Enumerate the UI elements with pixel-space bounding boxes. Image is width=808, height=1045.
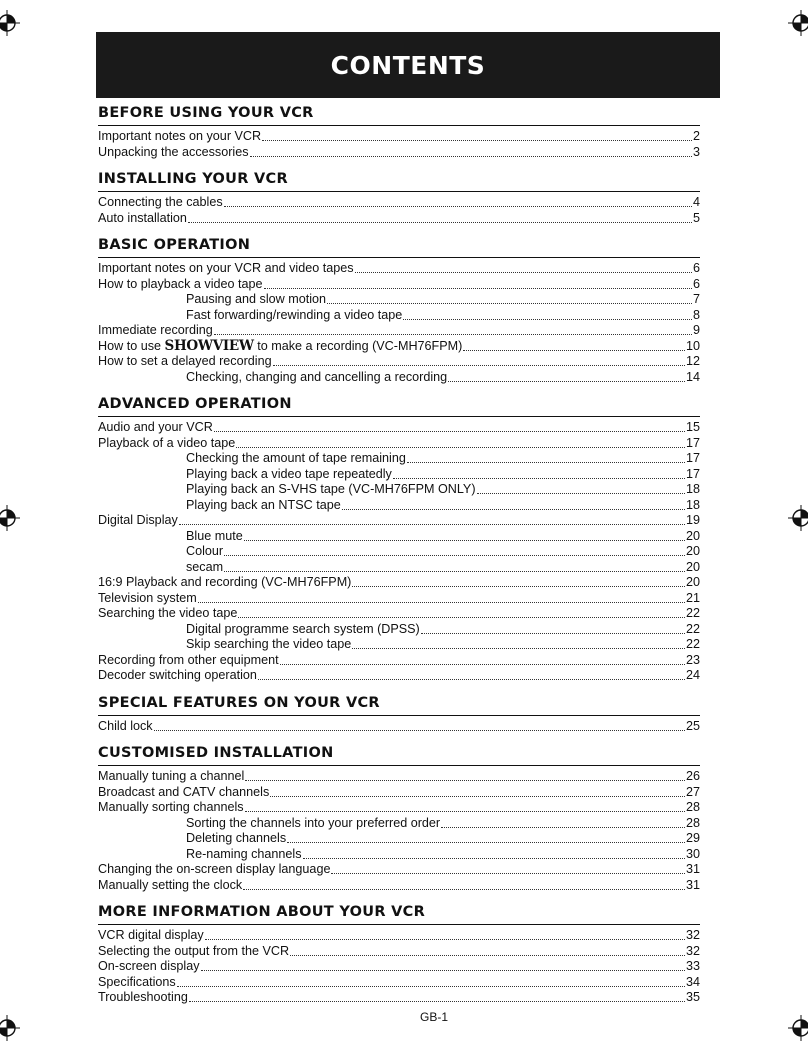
toc-entry — [98, 513, 700, 529]
entry-text: Important notes on your VCR and video tapes — [98, 261, 354, 275]
entry-page-number: 29 — [685, 831, 700, 845]
dot-leader — [243, 878, 685, 890]
entry-title — [186, 467, 392, 483]
registration-mark-icon — [0, 10, 20, 36]
toc-subentry — [98, 529, 700, 545]
entry-title — [98, 513, 178, 529]
entry-page-number: 3 — [692, 144, 700, 159]
entry-page-number: 9 — [692, 323, 700, 337]
toc-entry — [98, 800, 700, 816]
entry-title — [98, 591, 197, 607]
toc-entry — [98, 261, 700, 277]
entry-page-number: 32 — [685, 928, 700, 942]
dot-leader — [342, 498, 685, 510]
registration-mark-icon — [788, 505, 808, 531]
entry-page-number: 22 — [685, 606, 700, 620]
entry-text: Television system — [98, 590, 197, 605]
entry-text: Playing back a video tape repeatedly — [186, 466, 392, 481]
entry-title — [98, 195, 223, 211]
entry-page-number: 22 — [685, 637, 700, 651]
entry-title — [98, 990, 188, 1006]
toc-entry — [98, 211, 700, 227]
dot-leader — [245, 800, 685, 812]
dot-leader — [189, 990, 685, 1002]
table-of-contents — [98, 100, 700, 1012]
toc-entry — [98, 668, 700, 684]
section-heading: INSTALLING YOUR VCR — [98, 166, 700, 192]
entry-title — [98, 606, 237, 622]
toc-subentry — [98, 482, 700, 498]
entry-text: Unpacking the accessories — [98, 144, 249, 159]
entry-title — [98, 261, 354, 277]
entry-title — [98, 800, 244, 816]
entry-page-number: 23 — [685, 652, 700, 667]
entry-title — [98, 277, 263, 293]
toc-section — [98, 232, 700, 385]
entry-title — [98, 769, 244, 785]
dot-leader — [224, 195, 692, 207]
entry-page-number: 20 — [685, 559, 700, 574]
entry-page-number: 6 — [692, 276, 700, 291]
entry-text: On-screen display — [98, 959, 200, 973]
entry-page-number: 27 — [685, 784, 700, 799]
dot-leader — [287, 831, 685, 843]
entry-title — [186, 816, 440, 832]
entry-text: Re-naming channels — [186, 846, 302, 861]
entry-title — [98, 785, 269, 801]
entry-text: Auto installation — [98, 210, 187, 225]
entry-page-number: 31 — [685, 862, 700, 876]
page-number: GB-1 — [419, 1010, 448, 1024]
entry-title — [98, 653, 279, 669]
toc-entry — [98, 928, 700, 944]
page-footer — [0, 1010, 808, 1024]
toc-subentry — [98, 560, 700, 576]
dot-leader — [407, 451, 685, 463]
toc-entry — [98, 878, 700, 894]
toc-subentry — [98, 308, 700, 324]
entry-title — [98, 211, 187, 227]
registration-mark-icon — [0, 505, 20, 531]
dot-leader — [463, 339, 685, 351]
entry-title — [186, 529, 243, 545]
dot-leader — [250, 145, 692, 157]
dot-leader — [205, 928, 685, 940]
entry-page-number: 17 — [685, 466, 700, 481]
entry-text: Checking the amount of tape remaining — [186, 451, 406, 465]
toc-section — [98, 391, 700, 684]
section-heading: CUSTOMISED INSTALLATION — [98, 740, 700, 766]
entry-text-after: to make a recording (VC-MH76FPM) — [257, 338, 463, 353]
entry-text: Broadcast and CATV channels — [98, 784, 270, 799]
entry-title — [186, 544, 223, 560]
entry-page-number: 28 — [685, 800, 700, 814]
entry-page-number: 10 — [685, 338, 700, 353]
entry-text: How to use — [98, 338, 161, 353]
dot-leader — [448, 370, 685, 382]
toc-subentry — [98, 451, 700, 467]
toc-entry — [98, 959, 700, 975]
entry-page-number: 15 — [685, 420, 700, 434]
toc-entry — [98, 785, 700, 801]
dot-leader — [224, 544, 685, 556]
toc-subentry — [98, 544, 700, 560]
entry-page-number: 33 — [685, 959, 700, 973]
dot-leader — [188, 211, 692, 223]
entry-page-number: 12 — [685, 354, 700, 368]
entry-title — [98, 878, 242, 894]
toc-entry — [98, 323, 700, 339]
dot-leader — [236, 436, 685, 448]
toc-entry — [98, 769, 700, 785]
entry-page-number: 17 — [685, 435, 700, 450]
entry-text: Connecting the cables — [98, 195, 223, 209]
toc-entry — [98, 719, 700, 735]
section-heading: BASIC OPERATION — [98, 232, 700, 258]
entry-title — [98, 436, 235, 452]
entry-page-number: 7 — [692, 292, 700, 306]
dot-leader — [244, 529, 685, 541]
entry-text: Playing back an NTSC tape — [186, 497, 341, 512]
registration-mark-icon — [788, 10, 808, 36]
entry-title — [98, 928, 204, 944]
dot-leader — [280, 653, 685, 665]
entry-title — [98, 862, 330, 878]
section-heading: ADVANCED OPERATION — [98, 391, 700, 417]
entry-text: How to playback a video tape — [98, 276, 263, 291]
entry-title — [186, 370, 447, 386]
toc-section — [98, 899, 700, 1006]
entry-title — [98, 959, 200, 975]
entry-text: Sorting the channels into your preferred order — [186, 815, 441, 830]
toc-section — [98, 690, 700, 735]
dot-leader — [327, 292, 692, 304]
toc-entry — [98, 129, 700, 145]
entry-text: Recording from other equipment — [98, 652, 279, 667]
entry-title — [98, 339, 462, 355]
dot-leader — [264, 277, 692, 289]
entry-text: Digital programme search system (DPSS) — [186, 621, 420, 636]
entry-text: 16:9 Playback and recording (VC-MH76FPM) — [98, 575, 352, 589]
entry-text: Playback of a video tape — [98, 435, 236, 450]
dot-leader — [201, 959, 685, 971]
dot-leader — [258, 668, 685, 680]
dot-leader — [179, 513, 685, 525]
dot-leader — [477, 482, 685, 494]
toc-subentry — [98, 637, 700, 653]
contents-title-banner — [96, 32, 720, 98]
dot-leader — [238, 606, 685, 618]
toc-entry — [98, 436, 700, 452]
dot-leader — [403, 308, 692, 320]
entry-page-number: 20 — [685, 544, 700, 558]
showview-logo: SHOWVIEW — [164, 337, 254, 354]
entry-page-number: 14 — [685, 369, 700, 384]
toc-section — [98, 740, 700, 893]
entry-text: Audio and your VCR — [98, 420, 213, 434]
toc-entry — [98, 195, 700, 211]
entry-text: Pausing and slow motion — [186, 292, 327, 306]
toc-subentry — [98, 847, 700, 863]
entry-title — [186, 498, 341, 514]
entry-text: Troubleshooting — [98, 990, 188, 1004]
entry-title — [98, 575, 351, 591]
entry-text: VCR digital display — [98, 928, 204, 942]
entry-page-number: 30 — [685, 846, 700, 861]
toc-subentry — [98, 292, 700, 308]
toc-entry — [98, 575, 700, 591]
dot-leader — [198, 591, 685, 603]
dot-leader — [421, 622, 685, 634]
entry-page-number: 4 — [692, 195, 700, 209]
entry-text: Searching the video tape — [98, 606, 238, 620]
dot-leader — [224, 560, 685, 572]
toc-entry — [98, 975, 700, 991]
entry-text: How to set a delayed recording — [98, 354, 272, 368]
entry-page-number: 35 — [685, 990, 700, 1004]
entry-title — [186, 847, 302, 863]
toc-subentry — [98, 498, 700, 514]
toc-entry — [98, 145, 700, 161]
toc-subentry — [98, 467, 700, 483]
toc-entry — [98, 591, 700, 607]
entry-text: Colour — [186, 544, 224, 558]
dot-leader — [177, 975, 685, 987]
dot-leader — [355, 261, 692, 273]
entry-title — [186, 622, 420, 638]
entry-text: Checking, changing and cancelling a recording — [186, 369, 448, 384]
entry-title — [186, 560, 223, 576]
entry-text: Digital Display — [98, 513, 178, 527]
toc-subentry — [98, 816, 700, 832]
entry-text: Child lock — [98, 718, 153, 733]
entry-text: Manually setting the clock — [98, 877, 243, 892]
entry-page-number: 18 — [685, 497, 700, 512]
entry-title — [186, 482, 476, 498]
entry-text: Immediate recording — [98, 323, 213, 337]
toc-entry — [98, 339, 700, 355]
entry-text: Playing back an S-VHS tape (VC-MH76FPM ONLY) — [186, 482, 476, 496]
toc-entry — [98, 420, 700, 436]
entry-page-number: 28 — [685, 815, 700, 830]
entry-text: Blue mute — [186, 528, 243, 543]
section-heading: BEFORE USING YOUR VCR — [98, 100, 700, 126]
toc-entry — [98, 354, 700, 370]
entry-title — [98, 145, 249, 161]
dot-leader — [393, 467, 685, 479]
toc-entry — [98, 606, 700, 622]
dot-leader — [214, 420, 685, 432]
entry-page-number: 17 — [685, 451, 700, 465]
entry-page-number: 34 — [685, 974, 700, 989]
entry-text: Manually tuning a channel — [98, 769, 245, 783]
entry-text: Changing the on-screen display language — [98, 862, 331, 876]
entry-text: Skip searching the video tape — [186, 637, 352, 651]
entry-page-number: 18 — [685, 482, 700, 496]
dot-leader — [331, 862, 685, 874]
toc-entry — [98, 277, 700, 293]
dot-leader — [245, 769, 685, 781]
entry-page-number: 2 — [692, 129, 700, 143]
dot-leader — [352, 637, 685, 649]
toc-subentry — [98, 622, 700, 638]
dot-leader — [154, 719, 685, 731]
entry-page-number: 6 — [692, 261, 700, 275]
entry-title — [98, 719, 153, 735]
dot-leader — [262, 129, 692, 141]
dot-leader — [303, 847, 685, 859]
dot-leader — [441, 816, 685, 828]
toc-entry — [98, 990, 700, 1006]
entry-text: Manually sorting channels — [98, 800, 244, 814]
entry-text: Important notes on your VCR — [98, 129, 262, 143]
entry-title — [98, 420, 213, 436]
entry-text: Fast forwarding/rewinding a video tape — [186, 307, 403, 322]
entry-title — [186, 831, 286, 847]
entry-text: Decoder switching operation — [98, 668, 257, 682]
entry-page-number: 21 — [685, 590, 700, 605]
dot-leader — [273, 354, 685, 366]
toc-entry — [98, 944, 700, 960]
toc-subentry — [98, 831, 700, 847]
entry-text: Deleting channels — [186, 831, 287, 845]
toc-subentry — [98, 370, 700, 386]
toc-section — [98, 100, 700, 160]
entry-text: Specifications — [98, 974, 176, 989]
entry-page-number: 20 — [685, 528, 700, 543]
entry-page-number: 31 — [685, 877, 700, 892]
toc-section — [98, 166, 700, 226]
entry-text: secam — [186, 559, 224, 574]
dot-leader — [214, 323, 692, 335]
entry-page-number: 22 — [685, 621, 700, 636]
entry-page-number: 8 — [692, 307, 700, 322]
section-heading: MORE INFORMATION ABOUT YOUR VCR — [98, 899, 700, 925]
entry-text: Selecting the output from the VCR — [98, 943, 290, 958]
entry-title — [98, 129, 261, 145]
entry-page-number: 25 — [685, 718, 700, 733]
entry-title — [98, 975, 176, 991]
entry-title — [186, 637, 351, 653]
toc-entry — [98, 862, 700, 878]
entry-page-number: 24 — [685, 668, 700, 682]
toc-entry — [98, 653, 700, 669]
entry-page-number: 20 — [685, 575, 700, 589]
dot-leader — [352, 575, 685, 587]
dot-leader — [290, 944, 685, 956]
entry-title — [186, 451, 406, 467]
entry-title — [186, 308, 402, 324]
entry-title — [186, 292, 326, 308]
entry-title — [98, 354, 272, 370]
entry-page-number: 26 — [685, 769, 700, 783]
entry-page-number: 19 — [685, 513, 700, 527]
section-heading: SPECIAL FEATURES ON YOUR VCR — [98, 690, 700, 716]
entry-title — [98, 323, 213, 339]
entry-page-number: 5 — [692, 210, 700, 225]
dot-leader — [270, 785, 685, 797]
entry-title — [98, 944, 289, 960]
entry-page-number: 32 — [685, 943, 700, 958]
page-title: CONTENTS — [330, 50, 486, 80]
entry-title — [98, 668, 257, 684]
